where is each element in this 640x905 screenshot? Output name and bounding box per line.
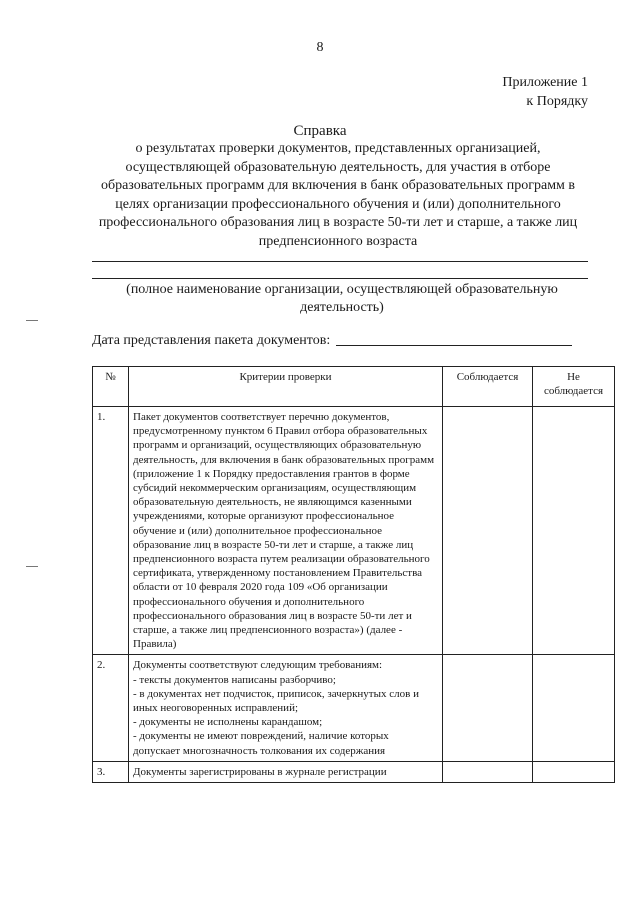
appendix-line-2: к Порядку <box>526 94 588 109</box>
met-cell[interactable] <box>443 655 533 761</box>
criteria-table <box>92 366 615 783</box>
org-name-caption: (полное наименование организации, осуществляющей образовательную деятельность) <box>126 282 558 315</box>
table-row <box>93 407 615 655</box>
margin-mark <box>26 566 38 567</box>
not-met-cell[interactable] <box>533 407 615 655</box>
criterion-text: Документы зарегистрированы в журнале регистрации <box>129 761 443 782</box>
submission-date-row <box>92 333 572 349</box>
not-met-cell[interactable] <box>533 761 615 782</box>
appendix-line-1: Приложение 1 <box>502 75 588 90</box>
criterion-text <box>129 655 443 761</box>
org-name-line-1 <box>92 261 588 262</box>
met-cell[interactable] <box>443 761 533 782</box>
column-header-met: Соблюдается <box>443 367 533 407</box>
criterion-intro: Документы соответствуют следующим требованиям: <box>133 659 383 672</box>
submission-date-blank[interactable] <box>336 345 572 346</box>
table-row <box>93 761 615 782</box>
row-number: 1. <box>93 407 129 655</box>
row-number: 2. <box>93 655 129 761</box>
met-cell[interactable] <box>443 407 533 655</box>
table-header-row <box>93 367 615 407</box>
criterion-item: - в документах нет подчисток, приписок, зачеркнутых слов и иных неоговоренных исправлений; <box>133 687 419 715</box>
row-number: 3. <box>93 761 129 782</box>
criterion-text: Пакет документов соответствует перечню документов, предусмотренному пунктом 6 Правил отбора образовательных программ и организаций, осуществляющих образовательную деятельность, для включения в банк образовательных программ (приложение 1 к Порядку предоставления грантов в форме субсидий некоммерческим организациям, осуществляющим образовательную деятельность, не являющимся казенными учреждениями, которые организуют профессиональное обучение и (или) дополнительное профессиональное образование лиц в возрасте 50-ти лет и старше, а также лиц предпенсионного возраста путем реализации образовательного сертификата, утвержденному постановлением Правительства области от 10 февраля 2020 года 109 «Об организации профессионального обучения и дополнительного профессионального образования лиц в возрасте 50-ти лет и старше, а также лиц предпенсионного возраста») (далее - Правила) <box>129 407 443 655</box>
submission-date-label: Дата представления пакета документов: <box>92 333 331 348</box>
column-header-criteria: Критерии проверки <box>129 367 443 407</box>
page-number: 8 <box>316 40 324 55</box>
document-title: Справка <box>293 123 347 139</box>
not-met-cell[interactable] <box>533 655 615 761</box>
appendix-reference <box>502 73 588 111</box>
document-subtitle: о результатах проверки документов, представленных организацией, осуществляющей образовательную деятельность, для участия в отборе образовательных программ для включения в банк образовательных программ в целях организации профессионального обучения и (или) дополнительного профессионального образования лиц в возрасте 50-ти лет и старше, а также лиц предпенсионного возраста <box>98 141 578 249</box>
criterion-item: - документы не имеют повреждений, наличие которых допускает многозначность толкования их содержания <box>133 730 389 757</box>
margin-mark <box>26 320 38 321</box>
org-name-line-2 <box>92 278 588 279</box>
column-header-not-met: Не соблюдается <box>533 367 615 407</box>
table-row <box>93 655 615 761</box>
criterion-item: - документы не исполнены карандашом; <box>133 716 323 729</box>
column-header-number: № <box>93 367 129 407</box>
criterion-item: - тексты документов написаны разборчиво; <box>133 673 336 686</box>
